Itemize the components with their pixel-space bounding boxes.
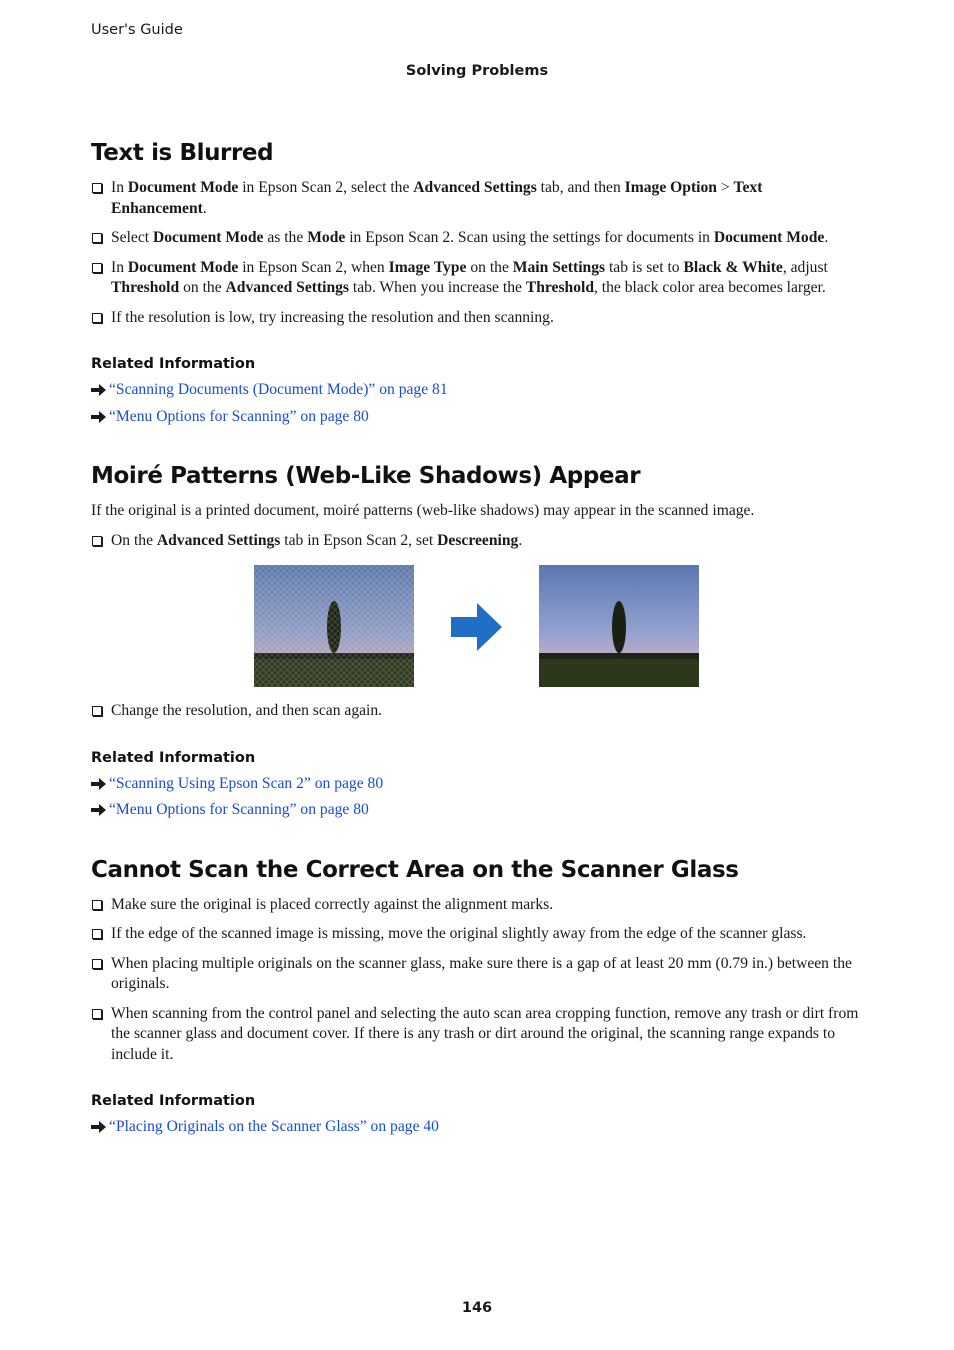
section-cannot-scan-correct-area	[91, 851, 861, 1138]
arrow-right-icon	[451, 603, 503, 651]
list-item: In Document Mode in Epson Scan 2, select the Advanced Settings tab, and then Image Option > Text Enhancement.	[91, 178, 861, 219]
arrow-right-icon	[91, 384, 107, 396]
list-item: When placing multiple originals on the scanner glass, make sure there is a gap of at least 20 mm (0.79 in.) between the originals.	[91, 954, 861, 995]
list-item: When scanning from the control panel and selecting the auto scan area cropping function, remove any trash or dirt from the scanner glass and document cover. If there is any trash or dirt around the original, the scanning range expands to include it.	[91, 1004, 861, 1066]
list-item: If the resolution is low, try increasing the resolution and then scanning.	[91, 308, 861, 329]
related-information-heading: Related Information	[91, 1093, 256, 1109]
page-content	[91, 134, 861, 1138]
related-information-heading: Related Information	[91, 749, 256, 766]
related-link-placing-originals[interactable]: “Placing Originals on the Scanner Glass” on page 40	[91, 1117, 861, 1138]
related-link-menu-options[interactable]: “Menu Options for Scanning” on page 80	[91, 407, 861, 428]
arrow-right-icon	[91, 804, 107, 816]
section-title: Cannot Scan the Correct Area on the Scanner Glass	[91, 856, 739, 883]
running-header-chapter: Solving Problems	[405, 63, 549, 79]
related-link-scanning-documents[interactable]: “Scanning Documents (Document Mode)” on page 81	[91, 380, 861, 401]
list-item: If the edge of the scanned image is missing, move the original slightly away from the edge of the scanner glass.	[91, 924, 861, 945]
list-item: Change the resolution, and then scan again.	[91, 701, 861, 722]
arrow-right-icon	[91, 1121, 107, 1133]
list-item: On the Advanced Settings tab in Epson Scan 2, set Descreening.	[91, 531, 861, 552]
section-text-is-blurred	[91, 134, 861, 427]
page-number: 146	[461, 1300, 493, 1316]
section-title: Text is Blurred	[91, 140, 274, 166]
list-item: Make sure the original is placed correctly against the alignment marks.	[91, 895, 861, 916]
moire-after-image	[539, 565, 699, 687]
arrow-right-icon	[91, 411, 107, 423]
running-header-guide-title: User's Guide	[91, 22, 183, 38]
moire-before-image	[254, 565, 414, 687]
related-link-menu-options[interactable]: “Menu Options for Scanning” on page 80	[91, 800, 861, 821]
related-link-scanning-epson-scan-2[interactable]: “Scanning Using Epson Scan 2” on page 80	[91, 774, 861, 795]
section-title: Moiré Patterns (Web-Like Shadows) Appear	[91, 463, 641, 489]
section-moire-patterns	[91, 457, 861, 821]
arrow-right-icon	[91, 778, 107, 790]
list-item: In Document Mode in Epson Scan 2, when Image Type on the Main Settings tab is set to Black & White, adjust Threshold on the Advanced Settings tab. When you increase the Threshold, the black color area becomes larger.	[91, 258, 861, 299]
descreening-figure	[91, 565, 861, 687]
section-intro: If the original is a printed document, moiré patterns (web-like shadows) may appear in the scanned image.	[91, 502, 755, 519]
list-item: Select Document Mode as the Mode in Epson Scan 2. Scan using the settings for documents in Document Mode.	[91, 228, 861, 249]
related-information-heading: Related Information	[91, 356, 256, 372]
